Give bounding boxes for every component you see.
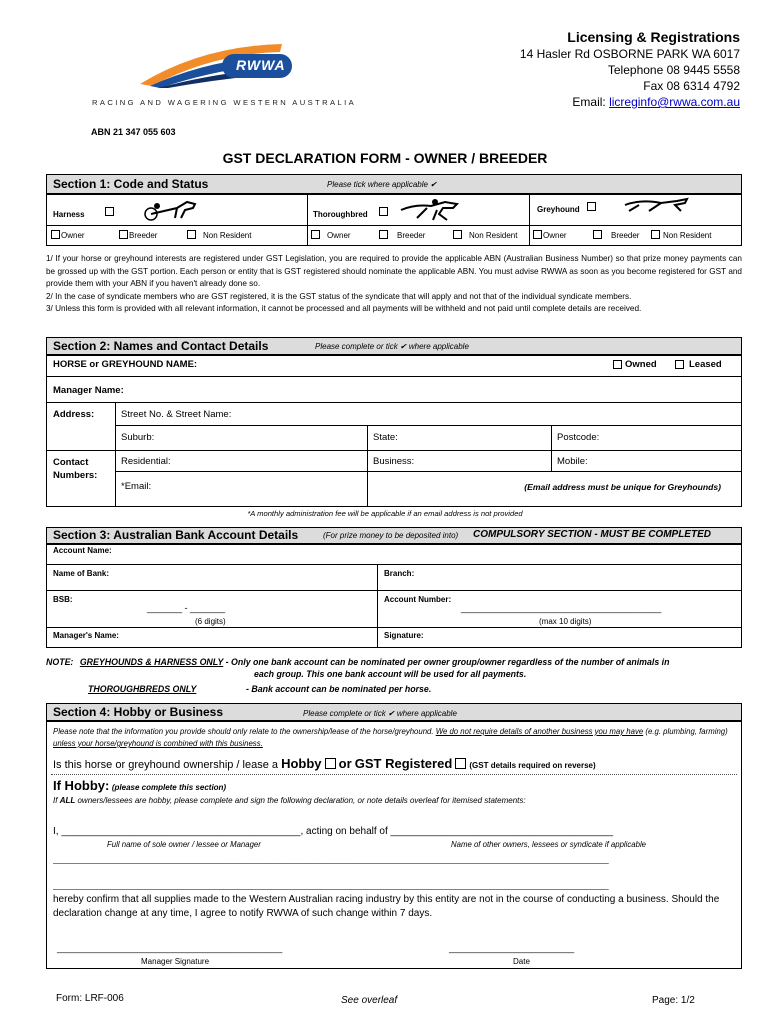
full-name-caption: Full name of sole owner / lessee or Manager (107, 840, 261, 849)
gst-registered-label: GST Registered (354, 756, 453, 771)
org-fax: Fax 08 6314 4792 (643, 79, 740, 93)
intro-b: We do not require details of another business you may have (435, 727, 644, 736)
declaration-line-1[interactable]: _______________________________________________________________________________________________________________ (53, 854, 609, 864)
note-3: 3/ Unless this form is provided with all relevant information, it cannot be processed and all payments will be withheld and not paid until complete details are received. (46, 304, 642, 314)
account-name-input[interactable] (127, 545, 737, 563)
harness-nonresident-checkbox[interactable] (187, 230, 196, 239)
note-1: 1/ If your horse or greyhound interests are registered under GST Legislation, you are required to provide the applicable ABN (Australian Business Number) so that prize money payments can be grossed up with the GST portion. Each person or entity that is GST registered should nominate the applicable ABN. You must advise RWWA as soon as you become registered for GST and provide them with your ABN if you haven't already done so. (46, 254, 742, 289)
note-tb-text: - Bank account can be nominated per horse. (246, 684, 432, 694)
manager-signature-line[interactable]: _____________________________________________ (57, 943, 283, 953)
section4-title: Section 4: Hobby or Business (53, 705, 224, 719)
account-number-label: Account Number: (384, 595, 452, 604)
email-link[interactable]: licreginfo@rwwa.com.au (609, 95, 740, 109)
other-owners-caption: Name of other owners, lessees or syndicate if applicable (451, 840, 647, 849)
greyhound-breeder-checkbox[interactable] (593, 230, 602, 239)
mobile-label: Mobile: (557, 456, 588, 467)
section4-header (46, 703, 742, 721)
bsb-input[interactable]: _______ - _______ (147, 603, 226, 613)
hobby-option-label: Hobby (281, 756, 322, 771)
thoroughbred-label: Thoroughbred (313, 210, 368, 219)
note-gh-text: - Only one bank account can be nominated per owner group/owner regardless of the number of animals in (225, 657, 670, 667)
section3-table (46, 544, 742, 648)
greyhound-checkbox[interactable] (587, 202, 596, 211)
bank-note (46, 656, 746, 669)
thoroughbred-breeder-checkbox[interactable] (379, 230, 388, 239)
form-title: GST DECLARATION FORM - OWNER / BREEDER (222, 150, 548, 166)
suburb-input[interactable] (167, 427, 363, 447)
abn: ABN 21 347 055 603 (91, 127, 176, 137)
note-prefix: NOTE: (46, 657, 74, 667)
date-caption: Date (513, 957, 530, 966)
intro-d: unless your horse/greyhound is combined with this business. (53, 739, 263, 748)
email-input[interactable] (167, 474, 497, 494)
logo-tagline: RACING AND WAGERING WESTERN AUSTRALIA (92, 98, 357, 107)
note-gh-text2: each group. This one bank account will be used for all payments. (254, 669, 527, 679)
harness-checkbox[interactable] (105, 207, 114, 216)
owned-checkbox[interactable] (613, 360, 622, 369)
greyhound-nonresident-label: Non Resident (663, 231, 712, 240)
hobby-checkbox[interactable] (325, 758, 336, 769)
or-label: or (338, 756, 352, 771)
harness-label: Harness (53, 210, 85, 219)
section2-title: Section 2: Names and Contact Details (53, 339, 269, 353)
harness-breeder-checkbox[interactable] (119, 230, 128, 239)
street-label: Street No. & Street Name: (121, 409, 232, 420)
section2-note: Please complete or tick ✔ where applicable (315, 342, 469, 351)
leased-label: Leased (689, 359, 722, 370)
thoroughbred-icon (397, 196, 467, 222)
email-label: Email: (572, 95, 610, 109)
note-2: 2/ In the case of syndicate members who are GST registered, it is the GST status of the syndicate that will apply and not that of the individual syndicate members. (46, 291, 632, 301)
harness-breeder-label: Breeder (129, 231, 158, 240)
residential-input[interactable] (187, 452, 363, 470)
if-hobby-note: (please complete this section) (111, 783, 227, 792)
residential-label: Residential: (121, 456, 171, 467)
harness-owner-checkbox[interactable] (51, 230, 60, 239)
instruction-a: If (53, 796, 58, 805)
org-telephone: Telephone 08 9445 5558 (607, 63, 740, 77)
section3-compulsory: COMPULSORY SECTION - MUST BE COMPLETED (473, 529, 711, 540)
section1-header (46, 174, 742, 194)
address-label: Address: (53, 409, 95, 420)
gst-details-note: (GST details required on reverse) (469, 761, 596, 770)
org-title: Licensing & Registrations (567, 29, 740, 45)
email-label: *Email: (121, 481, 152, 492)
date-line[interactable]: _________________________ (449, 943, 575, 953)
business-label: Business: (373, 456, 415, 467)
email-unique-note: (Email address must be unique for Greyhounds) (524, 482, 721, 492)
form-code: Form: LRF-006 (56, 993, 124, 1004)
if-hobby-label: If Hobby: (53, 778, 110, 793)
section4-body (46, 721, 742, 969)
section2-header (46, 337, 742, 355)
note-thoroughbreds: THOROUGHBREDS ONLY (88, 684, 197, 694)
harness-owner-label: Owner (61, 231, 85, 240)
section1-title: Section 1: Code and Status (53, 177, 209, 191)
bsb-hint: (6 digits) (195, 617, 226, 626)
postcode-input[interactable] (607, 427, 737, 447)
thoroughbred-breeder-label: Breeder (397, 231, 426, 240)
greyhound-icon (621, 195, 693, 215)
intro-a: Please note that the information you provide should only relate to the ownership/lease of the horse/greyhound. (53, 727, 434, 736)
manager-name-label: Manager Name: (53, 385, 124, 396)
street-input[interactable] (247, 404, 737, 424)
harness-nonresident-label: Non Resident (203, 231, 252, 240)
declaration-text: hereby confirm that all supplies made to the Western Australian racing industry by this entity are not in the course of conducting a business. Should the declaration change at any time, I agree to notify RWWA of such change within 7 days. (53, 894, 720, 919)
owned-label: Owned (625, 359, 657, 370)
declaration-name-line[interactable]: I, ___________________________________________, acting on behalf of ________________________________________ (53, 826, 614, 837)
note-greyhound-harness: GREYHOUNDS & HARNESS ONLY (79, 657, 224, 667)
account-number-input[interactable]: ________________________________________ (461, 603, 662, 613)
thoroughbred-owner-label: Owner (327, 231, 351, 240)
gst-registered-checkbox[interactable] (455, 758, 466, 769)
manager-name-input[interactable] (147, 378, 737, 398)
harness-icon (137, 196, 203, 222)
admin-fee-note: *A monthly administration fee will be applicable if an email address is not provided (247, 509, 523, 518)
section1-note: Please tick where applicable ✔ (327, 180, 437, 189)
greyhound-owner-checkbox[interactable] (533, 230, 542, 239)
state-label: State: (373, 432, 398, 443)
instruction-b: owners/lessees are hobby, please complete and sign the following declaration, or note details overleaf for itemised statements: (77, 796, 526, 805)
hobby-question-row (53, 756, 596, 771)
thoroughbred-nonresident-label: Non Resident (469, 231, 518, 240)
greyhound-nonresident-checkbox[interactable] (651, 230, 660, 239)
instruction-all: ALL (59, 796, 76, 805)
bank-name-input[interactable] (127, 566, 371, 586)
state-input[interactable] (407, 427, 547, 447)
section4-note: Please complete or tick ✔ where applicable (303, 709, 457, 718)
suburb-label: Suburb: (121, 432, 155, 443)
greyhound-label: Greyhound (537, 205, 580, 214)
horse-name-label: HORSE or GREYHOUND NAME: (53, 359, 198, 370)
branch-label: Branch: (384, 569, 415, 578)
thoroughbred-checkbox[interactable] (379, 207, 388, 216)
bsb-label: BSB: (53, 595, 73, 604)
business-input[interactable] (427, 452, 547, 470)
section3-header (46, 527, 742, 544)
bank-manager-name-input[interactable] (137, 629, 373, 647)
section4-intro (53, 726, 737, 750)
manager-signature-caption: Manager Signature (141, 957, 210, 966)
bank-name-label: Name of Bank: (53, 569, 110, 578)
section1-notes (46, 253, 742, 316)
thoroughbred-nonresident-checkbox[interactable] (453, 230, 462, 239)
if-hobby-row (53, 778, 226, 793)
org-contact-block (520, 28, 740, 110)
horse-name-input[interactable] (197, 357, 597, 375)
thoroughbred-owner-checkbox[interactable] (311, 230, 320, 239)
org-address: 14 Hasler Rd OSBORNE PARK WA 6017 (519, 47, 740, 61)
greyhound-owner-label: Owner (543, 231, 567, 240)
section2-table (46, 355, 742, 507)
section3-note: (For prize money to be deposited into) (323, 531, 459, 540)
bank-signature-label: Signature: (384, 631, 424, 640)
bank-manager-name-label: Manager's Name: (53, 631, 119, 640)
postcode-label: Postcode: (557, 432, 600, 443)
org-email-row (520, 94, 740, 110)
see-overleaf: See overleaf (341, 995, 398, 1006)
account-number-hint: (max 10 digits) (539, 617, 592, 626)
page-number: Page: 1/2 (652, 995, 695, 1006)
logo-text: RWWA (236, 57, 286, 73)
rwwa-logo (92, 40, 382, 112)
bank-signature-input[interactable] (437, 629, 737, 647)
account-name-label: Account Name: (53, 546, 112, 555)
leased-checkbox[interactable] (675, 360, 684, 369)
branch-input[interactable] (427, 566, 737, 586)
mobile-input[interactable] (597, 452, 737, 470)
greyhound-breeder-label: Breeder (611, 231, 640, 240)
section1-code-table (46, 194, 742, 246)
declaration-line-2[interactable]: _______________________________________________________________________________________________________________ (53, 880, 609, 890)
intro-c: (e.g. plumbing, farming) (645, 727, 728, 736)
hobby-question: Is this horse or greyhound ownership / lease a (53, 759, 279, 771)
hobby-instruction (53, 796, 526, 805)
section3-title: Section 3: Australian Bank Account Details (53, 528, 299, 542)
contact-numbers-label: Contact Numbers: (53, 457, 98, 481)
